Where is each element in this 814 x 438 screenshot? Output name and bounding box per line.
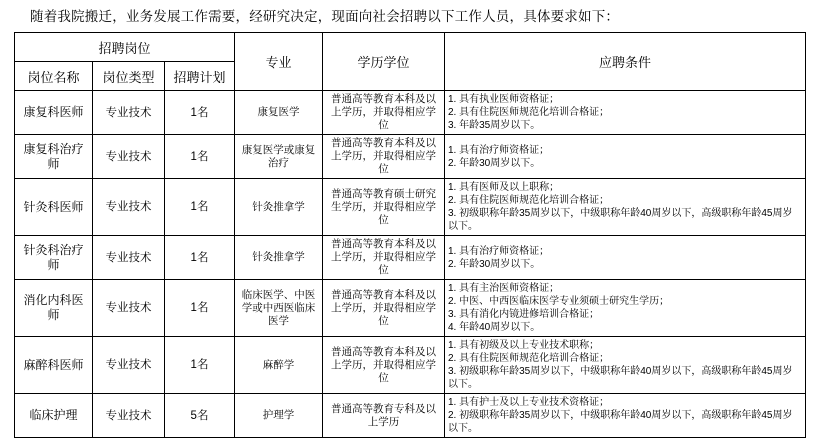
cell-position-plan: 5名 [165, 394, 235, 438]
cell-conditions [445, 179, 806, 236]
cell-major: 康复医学或康复治疗 [235, 135, 323, 179]
cell-major: 康复医学 [235, 91, 323, 135]
cell-position-name: 针灸科医师 [15, 179, 93, 236]
table-header-row-group [15, 33, 806, 62]
cell-position-name: 康复科治疗师 [15, 135, 93, 179]
table-row [15, 179, 806, 236]
table-body [15, 91, 806, 438]
cell-position-type: 专业技术 [93, 135, 165, 179]
condition-line: 3. 年龄35周岁以下。 [448, 120, 541, 131]
header-position-plan: 招聘计划 [165, 62, 235, 91]
cell-position-type: 专业技术 [93, 179, 165, 236]
condition-line: 2. 具有住院医师规范化培训合格证； [448, 107, 610, 118]
condition-line: 2. 具有住院医师规范化培训合格证； [448, 353, 610, 364]
condition-line: 3. 具有消化内镜进修培训合格证； [448, 309, 600, 320]
cell-position-name: 针灸科治疗师 [15, 236, 93, 280]
cell-position-plan: 1名 [165, 280, 235, 337]
table-row [15, 236, 806, 280]
cell-major: 麻醉学 [235, 337, 323, 394]
cell-position-name: 临床护理 [15, 394, 93, 438]
condition-line: 1. 具有执业医师资格证； [448, 94, 560, 105]
cell-conditions [445, 394, 806, 438]
cell-position-plan: 1名 [165, 179, 235, 236]
cell-position-plan: 1名 [165, 337, 235, 394]
condition-line: 3. 初级职称年龄35周岁以下，中级职称年龄40周岁以下，高级职称年龄45周岁以下。 [448, 366, 793, 390]
table-row [15, 91, 806, 135]
condition-line: 2. 初级职称年龄35周岁以下，中级职称年龄40周岁以下，高级职称年龄45周岁以下。 [448, 410, 793, 434]
cell-position-plan: 1名 [165, 135, 235, 179]
cell-degree: 普通高等教育本科及以上学历，并取得相应学位 [323, 135, 445, 179]
cell-degree: 普通高等教育硕士研究生学历，并取得相应学位 [323, 179, 445, 236]
header-group-positions: 招聘岗位 [15, 33, 235, 62]
recruitment-table [14, 32, 806, 438]
cell-position-plan: 1名 [165, 91, 235, 135]
cell-degree: 普通高等教育本科及以上学历，并取得相应学位 [323, 337, 445, 394]
condition-line: 2. 具有住院医师规范化培训合格证； [448, 195, 610, 206]
condition-line: 2. 年龄30周岁以下。 [448, 157, 541, 169]
table-row [15, 337, 806, 394]
cell-degree: 普通高等教育本科及以上学历，并取得相应学位 [323, 91, 445, 135]
condition-line: 1. 具有护士及以上专业技术资格证； [448, 397, 610, 408]
header-position-name: 岗位名称 [15, 62, 93, 91]
condition-line: 1. 具有治疗师资格证； [448, 245, 550, 257]
cell-conditions [445, 280, 806, 337]
cell-degree: 普通高等教育本科及以上学历，并取得相应学位 [323, 280, 445, 337]
table-row [15, 394, 806, 438]
cell-position-type: 专业技术 [93, 236, 165, 280]
header-major: 专业 [235, 33, 323, 91]
cell-conditions [445, 91, 806, 135]
condition-line: 2. 年龄30周岁以下。 [448, 258, 541, 270]
cell-conditions [445, 337, 806, 394]
cell-position-name: 麻醉科医师 [15, 337, 93, 394]
cell-conditions [445, 236, 806, 280]
cell-position-type: 专业技术 [93, 394, 165, 438]
cell-position-type: 专业技术 [93, 337, 165, 394]
header-conditions: 应聘条件 [445, 33, 806, 91]
cell-position-name: 消化内科医师 [15, 280, 93, 337]
cell-degree: 普通高等教育本科及以上学历，并取得相应学位 [323, 236, 445, 280]
condition-line: 1. 具有主治医师资格证； [448, 283, 560, 294]
table-row [15, 135, 806, 179]
table-row [15, 280, 806, 337]
cell-degree: 普通高等教育专科及以上学历 [323, 394, 445, 438]
cell-position-plan: 1名 [165, 236, 235, 280]
cell-major: 护理学 [235, 394, 323, 438]
condition-line: 1. 具有医师及以上职称； [448, 182, 560, 193]
cell-major: 临床医学、中医学或中西医临床医学 [235, 280, 323, 337]
cell-major: 针灸推拿学 [235, 236, 323, 280]
cell-position-type: 专业技术 [93, 280, 165, 337]
header-position-type: 岗位类型 [93, 62, 165, 91]
table-header [15, 33, 806, 91]
condition-line: 1. 具有初级及以上专业技术职称； [448, 340, 600, 351]
cell-conditions [445, 135, 806, 179]
cell-position-name: 康复科医师 [15, 91, 93, 135]
condition-line: 2. 中医、中西医临床医学专业须硕士研究生学历； [448, 296, 670, 307]
condition-line: 4. 年龄40周岁以下。 [448, 322, 541, 333]
cell-position-type: 专业技术 [93, 91, 165, 135]
condition-line: 1. 具有治疗师资格证； [448, 144, 550, 156]
condition-line: 3. 初级职称年龄35周岁以下，中级职称年龄40周岁以下，高级职称年龄45周岁以下。 [448, 208, 793, 232]
header-degree: 学历学位 [323, 33, 445, 91]
cell-major: 针灸推拿学 [235, 179, 323, 236]
intro-paragraph: 随着我院搬迁，业务发展工作需要，经研究决定，现面向社会招聘以下工作人员，具体要求如下： [30, 9, 620, 24]
